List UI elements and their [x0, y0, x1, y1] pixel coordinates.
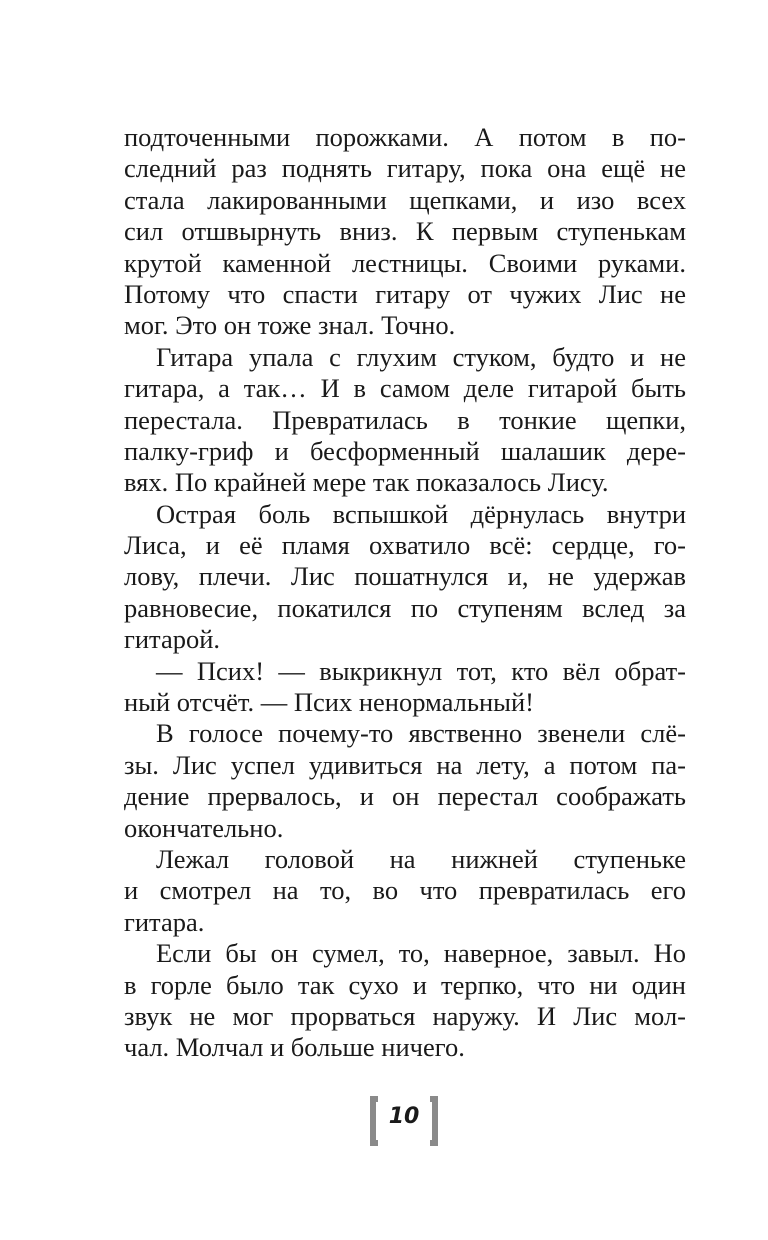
- paragraph: [124, 499, 686, 656]
- body-text: [124, 122, 686, 1064]
- paragraph: [124, 844, 686, 938]
- text-line: Лежал головой на нижней ступеньке: [156, 843, 686, 874]
- text-line: лову, плечи. Лис пошатнулся и, не удержав: [124, 561, 686, 592]
- right-bracket-decoration: [430, 1096, 438, 1146]
- text-line: Лиса, и её пламя охватило всё: сердце, го-: [124, 530, 686, 561]
- text-line: и смотрел на то, во что превратилась его: [124, 875, 686, 906]
- text-line: окончательно.: [124, 812, 284, 843]
- text-line: в горле было так сухо и терпко, что ни один: [124, 969, 686, 1000]
- text-line: Острая боль вспышкой дёрнулась внутри: [156, 498, 686, 529]
- text-line: Если бы он сумел, то, наверное, завыл. Но: [156, 938, 686, 969]
- text-line: звук не мог прорваться наружу. И Лис мол-: [124, 1000, 686, 1031]
- text-line: гитарой.: [124, 624, 221, 655]
- text-line: палку-гриф и бесформенный шалашик дере-: [124, 435, 686, 466]
- text-line: зы. Лис успел удивиться на лету, а потом па-: [124, 749, 686, 780]
- text-line: следний раз поднять гитару, пока она ещё не: [124, 153, 686, 184]
- text-line: вях. По крайней мере так показалось Лису.: [124, 467, 609, 498]
- text-line: стала лакированными щепками, и изо всех: [124, 184, 686, 215]
- text-line: сил отшвырнуть вниз. К первым ступенькам: [124, 216, 686, 247]
- text-line: дение прервалось, и он перестал соображать: [124, 781, 686, 812]
- paragraph: [124, 656, 686, 719]
- paragraph: [124, 342, 686, 499]
- text-line: гитара.: [124, 906, 205, 937]
- text-line: чал. Молчал и больше ничего.: [124, 1032, 465, 1063]
- page-number-box: [370, 1096, 438, 1146]
- text-line: Потому что спасти гитару от чужих Лис не: [124, 278, 686, 309]
- paragraph: [124, 938, 686, 1064]
- paragraph: [124, 718, 686, 844]
- page-number: 10: [388, 1104, 420, 1129]
- text-line: ный отсчёт. — Псих ненормальный!: [124, 687, 534, 718]
- text-line: Гитара упала с глухим стуком, будто и не: [156, 341, 686, 372]
- paragraph: [124, 122, 686, 342]
- text-line: гитара, а так… И в самом деле гитарой быть: [124, 373, 686, 404]
- text-line: — Псих! — выкрикнул тот, кто вёл обрат-: [156, 655, 686, 686]
- text-line: перестала. Превратилась в тонкие щепки,: [124, 404, 686, 435]
- text-line: мог. Это он тоже знал. Точно.: [124, 310, 456, 341]
- text-line: равновесие, покатился по ступеням вслед за: [124, 592, 686, 623]
- text-line: подточенными порожками. А потом в по-: [124, 122, 686, 152]
- text-line: крутой каменной лестницы. Своими руками.: [124, 247, 686, 278]
- text-line: В голосе почему-то явственно звенели слё-: [156, 718, 686, 749]
